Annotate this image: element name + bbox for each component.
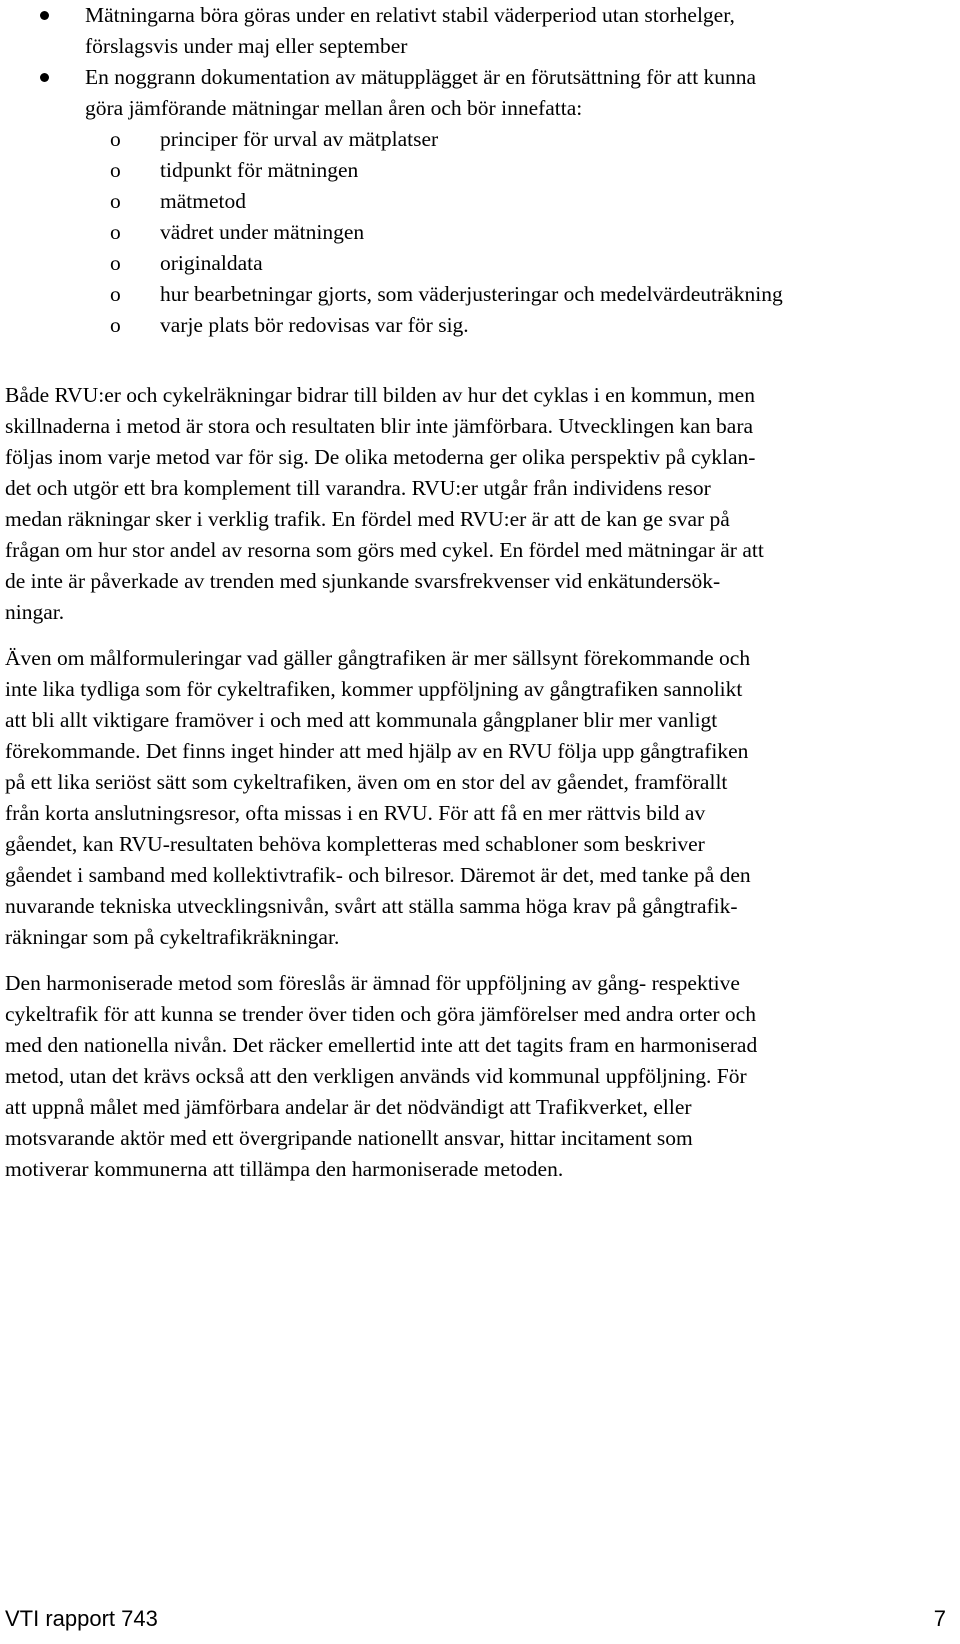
sub-bullet-text: vädret under mätningen	[160, 220, 365, 244]
text-line: följas inom varje metod var för sig. De olika metoderna ger olika perspektiv på cyklan-	[5, 445, 756, 469]
sub-bullet-text: hur bearbetningar gjorts, som väderjusteringar och medelvärdeuträkning	[160, 282, 783, 306]
text-line: cykeltrafik för att kunna se trender över tiden och göra jämförelser med andra orter och	[5, 1002, 756, 1026]
text-line: det och utgör ett bra komplement till varandra. RVU:er utgår från individens resor	[5, 476, 711, 500]
sub-bullet-item	[0, 310, 935, 341]
page-number: 7	[933, 1606, 946, 1631]
sub-bullet-text: varje plats bör redovisas var för sig.	[160, 313, 469, 337]
sub-bullet-item	[0, 248, 935, 279]
text-line: Den harmoniserade metod som föreslås är ämnad för uppföljning av gång- respektive	[5, 971, 740, 995]
sub-bullet-item	[0, 155, 935, 186]
bullet-item	[0, 62, 935, 341]
text-line: skillnaderna i metod är stora och resultaten blir inte jämförbara. Utvecklingen kan bara	[5, 414, 754, 438]
sub-bullet-marker: o	[110, 282, 121, 306]
sub-bullet-item	[0, 217, 935, 248]
sub-bullet-marker: o	[110, 189, 121, 213]
text-line: förekommande. Det finns inget hinder att med hjälp av en RVU följa upp gångtrafiken	[5, 739, 749, 763]
text-line: förslagsvis under maj eller september	[85, 34, 408, 58]
text-line: gåendet i samband med kollektivtrafik- och bilresor. Däremot är det, med tanke på den	[5, 863, 751, 887]
text-line: på ett lika seriöst sätt som cykeltrafiken, även om en stor del av gåendet, framförallt	[5, 770, 728, 794]
text-line: inte lika tydliga som för cykeltrafiken, kommer uppföljning av gångtrafiken sannolikt	[5, 677, 743, 701]
body-text	[0, 380, 960, 1185]
sub-bullet-list	[0, 124, 935, 341]
text-line: motiverar kommunerna att tillämpa den harmoniserade metoden.	[5, 1157, 564, 1181]
text-line: Mätningarna böra göras under en relativt stabil väderperiod utan storhelger,	[85, 3, 735, 27]
paragraph	[5, 380, 955, 628]
text-line: metod, utan det krävs också att den verkligen används vid kommunal uppföljning. För	[5, 1064, 747, 1088]
text-line: motsvarande aktör med ett övergripande nationellt ansvar, hittar incitament som	[5, 1126, 693, 1150]
sub-bullet-marker: o	[110, 251, 121, 275]
sub-bullet-text: originaldata	[160, 251, 263, 275]
text-line: medan räkningar sker i verklig trafik. En fördel med RVU:er är att de kan ge svar på	[5, 507, 730, 531]
text-line: från korta anslutningsresor, ofta missas i en RVU. För att få en mer rättvis bild av	[5, 801, 706, 825]
text-line: räkningar som på cykeltrafikräkningar.	[5, 925, 340, 949]
text-line: att uppnå målet med jämförbara andelar är det nödvändigt att Trafikverket, eller	[5, 1095, 692, 1119]
sub-bullet-marker: o	[110, 220, 121, 244]
sub-bullet-text: mätmetod	[160, 189, 246, 213]
text-line: de inte är påverkade av trenden med sjunkande svarsfrekvenser vid enkätundersök-	[5, 569, 721, 593]
paragraph	[5, 968, 955, 1185]
report-label: VTI rapport 743	[5, 1606, 158, 1631]
text-line: gåendet, kan RVU-resultaten behöva kompletteras med schabloner som beskriver	[5, 832, 705, 856]
sub-bullet-marker: o	[110, 313, 121, 337]
text-line: Även om målformuleringar vad gäller gångtrafiken är mer sällsynt förekommande och	[5, 646, 751, 670]
text-line: ningar.	[5, 600, 65, 624]
sub-bullet-item	[0, 279, 935, 310]
bullet-item	[0, 0, 935, 62]
text-line: frågan om hur stor andel av resorna som görs med cykel. En fördel med mätningar är att	[5, 538, 764, 562]
text-line: med den nationella nivån. Det räcker emellertid inte att det tagits fram en harmoniserad	[5, 1033, 758, 1057]
sub-bullet-marker: o	[110, 127, 121, 151]
bullet-list	[0, 0, 960, 341]
text-line: att bli allt viktigare framöver i och med att kommunala gångplaner blir mer vanligt	[5, 708, 718, 732]
sub-bullet-text: tidpunkt för mätningen	[160, 158, 359, 182]
text-line: En noggrann dokumentation av mätupplägget är en förutsättning för att kunna	[85, 65, 757, 89]
sub-bullet-text: principer för urval av mätplatser	[160, 127, 439, 151]
sub-bullet-item	[0, 124, 935, 155]
text-line: Både RVU:er och cykelräkningar bidrar till bilden av hur det cyklas i en kommun, men	[5, 383, 755, 407]
text-line: nuvarande tekniska utvecklingsnivån, svårt att ställa samma höga krav på gångtrafik-	[5, 894, 738, 918]
text-line: göra jämförande mätningar mellan åren och bör innefatta:	[85, 96, 583, 120]
page-footer	[5, 1604, 946, 1634]
sub-bullet-marker: o	[110, 158, 121, 182]
sub-bullet-item	[0, 186, 935, 217]
paragraph	[5, 643, 955, 953]
